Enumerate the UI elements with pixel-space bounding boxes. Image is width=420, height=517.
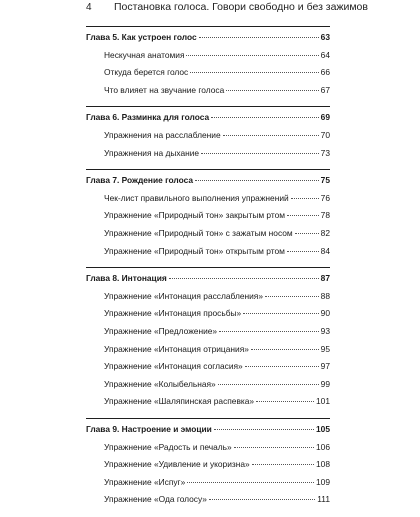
chapter-block <box>86 169 330 268</box>
dot-leader <box>252 464 314 465</box>
section-entry[interactable] <box>104 377 330 391</box>
section-entry[interactable] <box>104 83 330 97</box>
section-title: Упражнение «Природный тон» с зажатым носом <box>104 227 293 238</box>
section-entry[interactable] <box>104 457 330 471</box>
section-title: Упражнение «Колыбельная» <box>104 378 216 389</box>
section-entry[interactable] <box>104 208 330 222</box>
section-title: Упражнения на расслабление <box>104 129 221 140</box>
dot-leader <box>226 90 318 91</box>
chapter-entry[interactable] <box>86 271 330 285</box>
page-ref: 84 <box>320 245 330 256</box>
page-ref: 76 <box>320 192 330 203</box>
page-ref: 75 <box>320 175 330 186</box>
section-title: Что влияет на звучание голоса <box>104 84 225 95</box>
dot-leader <box>187 482 314 483</box>
chapter-title: Глава 8. Интонация <box>86 273 167 284</box>
dot-leader <box>243 313 319 314</box>
dot-leader <box>186 55 318 56</box>
page-ref: 97 <box>320 361 330 372</box>
chapter-title: Глава 9. Настроение и эмоции <box>86 424 212 434</box>
dot-leader <box>287 215 319 216</box>
page-ref: 63 <box>320 32 330 42</box>
dot-leader <box>190 72 318 73</box>
section-entry[interactable] <box>104 342 330 356</box>
chapter-block <box>86 267 330 419</box>
section-title: Упражнение «Шаляпинская распевка» <box>104 396 255 407</box>
page-ref: 66 <box>320 67 330 78</box>
page-ref: 106 <box>316 441 330 452</box>
section-title: Упражнение «Интонация просьбы» <box>104 308 242 319</box>
dot-leader <box>218 384 319 385</box>
page-ref: 73 <box>320 147 330 158</box>
dot-leader <box>199 37 319 38</box>
section-title: Упражнение «Удивление и укоризна» <box>104 459 250 470</box>
section-entry[interactable] <box>104 65 330 79</box>
running-title: Постановка голоса. Говори свободно и без зажимов <box>114 1 368 13</box>
chapter-entry[interactable] <box>86 422 330 436</box>
dot-leader <box>209 499 315 500</box>
section-entry[interactable] <box>104 394 330 408</box>
dot-leader <box>251 349 319 350</box>
section-entry[interactable] <box>104 440 330 454</box>
section-entry[interactable] <box>104 146 330 160</box>
dot-leader <box>219 331 319 332</box>
chapter-title: Глава 6. Разминка для голоса <box>86 112 210 123</box>
page-ref: 87 <box>320 273 330 284</box>
dot-leader <box>287 251 319 252</box>
section-title: Упражнение «Радость и печаль» <box>104 441 232 452</box>
section-entry[interactable] <box>104 492 330 506</box>
dot-leader <box>295 233 319 234</box>
page-number: 4 <box>86 1 92 13</box>
page-ref: 64 <box>320 49 330 60</box>
section-title: Откуда берется голос <box>104 67 189 78</box>
section-title: Нескучная анатомия <box>104 49 185 60</box>
section-title: Упражнение «Испуг» <box>104 476 186 487</box>
section-entry[interactable] <box>104 324 330 338</box>
page-ref: 90 <box>320 308 330 319</box>
dot-leader <box>234 447 314 448</box>
page-ref: 111 <box>317 494 330 505</box>
section-title: Упражнение «Интонация расслабления» <box>104 290 263 301</box>
page-ref: 108 <box>316 459 330 470</box>
dot-leader <box>169 278 319 279</box>
chapter-entry[interactable] <box>86 30 330 44</box>
section-entry[interactable] <box>104 226 330 240</box>
section-entry[interactable] <box>104 48 330 62</box>
dot-leader <box>201 153 319 154</box>
page-ref: 67 <box>320 84 330 95</box>
page-ref: 82 <box>320 227 330 238</box>
section-entry[interactable] <box>104 359 330 373</box>
section-title: Упражнение «Природный тон» открытым ртом <box>104 245 285 256</box>
page-ref: 69 <box>320 112 330 123</box>
page-ref: 99 <box>320 378 330 389</box>
page-header <box>86 0 400 14</box>
section-title: Упражнение «Ода голосу» <box>104 494 207 505</box>
dot-leader <box>256 401 314 402</box>
page-ref: 101 <box>316 396 330 407</box>
section-entry[interactable] <box>104 306 330 320</box>
section-entry[interactable] <box>104 289 330 303</box>
section-entry[interactable] <box>104 475 330 489</box>
section-title: Упражнения на дыхание <box>104 147 200 158</box>
chapter-entry[interactable] <box>86 110 330 124</box>
page-ref: 93 <box>320 325 330 336</box>
section-title: Упражнение «Интонация отрицания» <box>104 343 249 354</box>
page-ref: 109 <box>316 476 330 487</box>
section-title: Упражнение «Предложение» <box>104 325 218 336</box>
page-ref: 88 <box>320 290 330 301</box>
page-ref: 78 <box>320 210 330 221</box>
chapter-title: Глава 7. Рождение голоса <box>86 175 194 186</box>
dot-leader <box>245 366 319 367</box>
section-entry[interactable] <box>104 191 330 205</box>
section-title: Упражнение «Природный тон» закрытым ртом <box>104 210 286 221</box>
dot-leader <box>214 429 314 430</box>
dot-leader <box>195 180 319 181</box>
chapter-entry[interactable] <box>86 173 330 187</box>
dot-leader <box>211 117 318 118</box>
dot-leader <box>265 296 319 297</box>
dot-leader <box>291 198 319 199</box>
chapter-block <box>86 418 330 517</box>
chapter-block <box>86 106 330 170</box>
dot-leader <box>223 135 319 136</box>
chapter-title: Глава 5. Как устроен голос <box>86 32 197 42</box>
page-ref: 105 <box>316 424 330 434</box>
section-title: Чек-лист правильного выполнения упражнений <box>104 192 289 203</box>
section-entry[interactable] <box>104 244 330 258</box>
section-entry[interactable] <box>104 128 330 142</box>
page-ref: 95 <box>320 343 330 354</box>
section-title: Упражнение «Интонация согласия» <box>104 361 243 372</box>
chapter-block <box>86 26 330 107</box>
page-ref: 70 <box>320 129 330 140</box>
